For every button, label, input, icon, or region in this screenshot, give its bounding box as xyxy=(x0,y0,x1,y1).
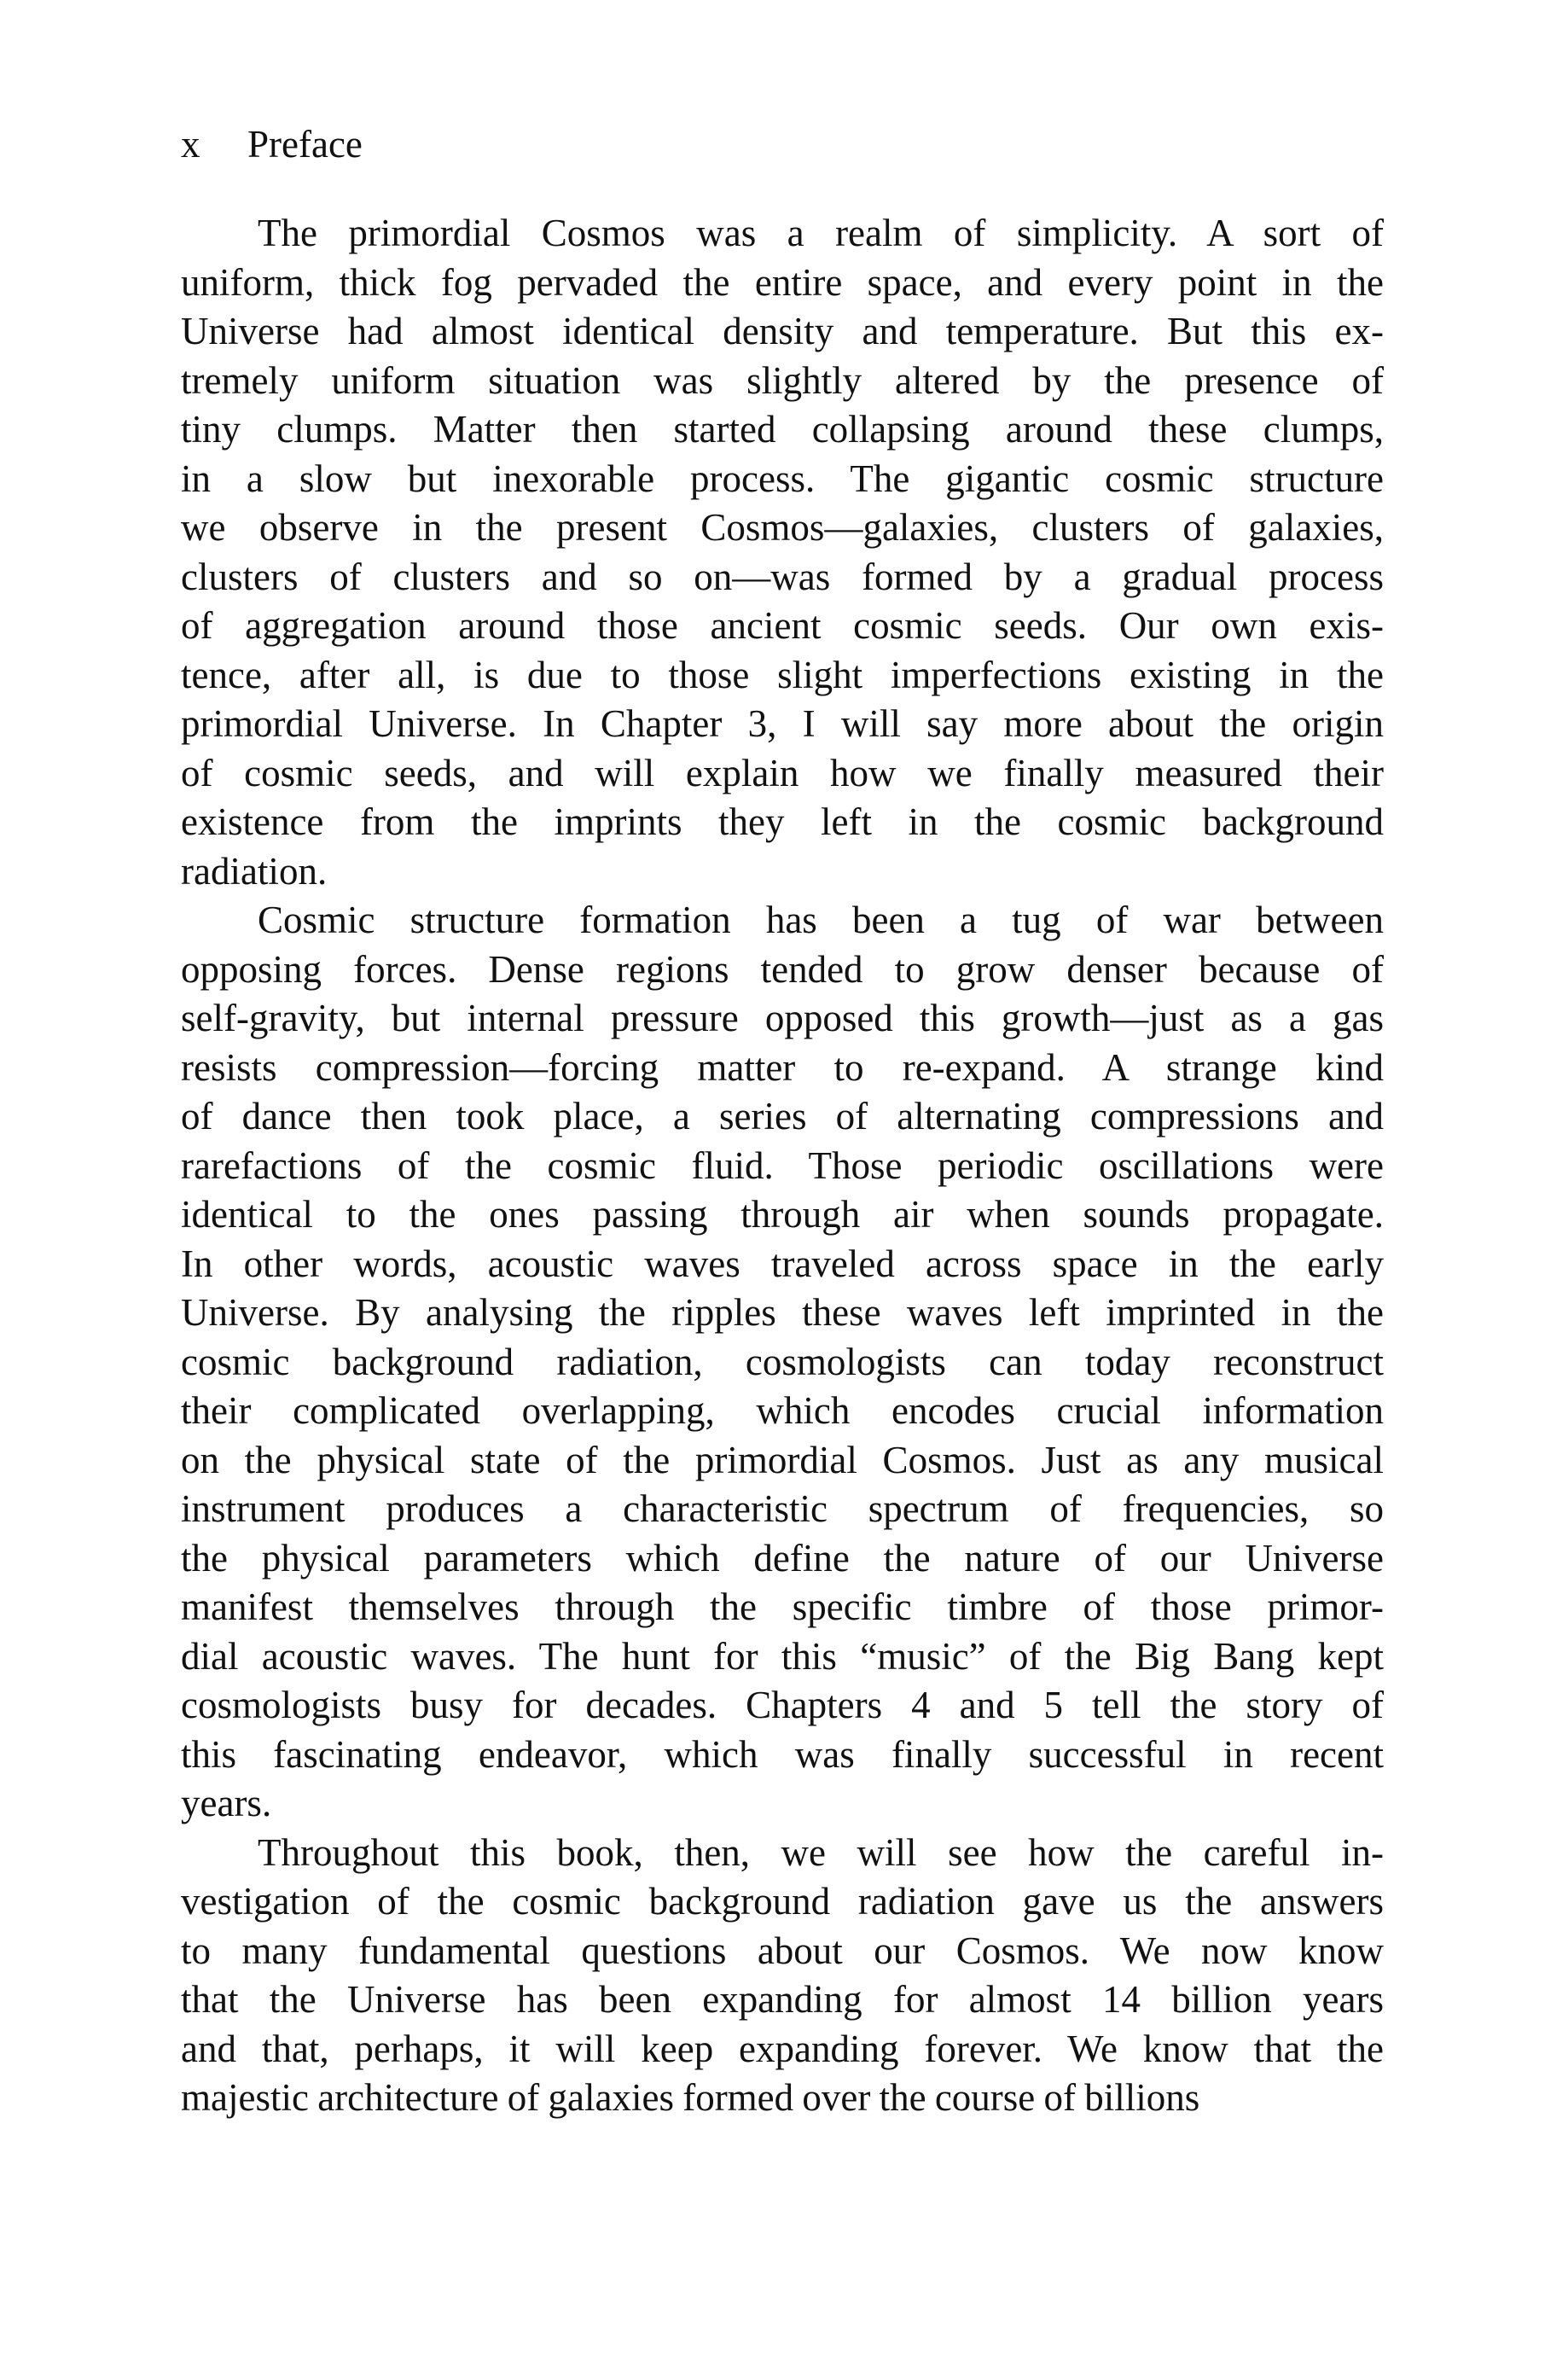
text-line: opposing forces. Dense regions tended to grow denser because of xyxy=(181,947,1384,991)
page-number: x xyxy=(181,123,200,166)
text-line: Universe. By analysing the ripples these waves left imprinted in the xyxy=(181,1291,1384,1334)
text-line: in a slow but inexorable process. The gigantic cosmic structure xyxy=(181,457,1384,500)
text-line: to many fundamental questions about our Cosmos. We now know xyxy=(181,1929,1384,1972)
text-line: vestigation of the cosmic background radiation gave us the answers xyxy=(181,1880,1384,1923)
text-line: dial acoustic waves. The hunt for this “music” of the Big Bang kept xyxy=(181,1634,1384,1678)
running-head xyxy=(181,119,363,169)
text-line: existence from the imprints they left in the cosmic background xyxy=(181,800,1384,843)
text-line: this fascinating endeavor, which was finally successful in recent xyxy=(181,1732,1384,1776)
paragraph xyxy=(181,1829,1384,2123)
text-line: majestic architecture of galaxies formed over the course of billions xyxy=(181,2076,1200,2119)
text-line: manifest themselves through the specific timbre of those primor- xyxy=(181,1585,1384,1628)
text-line: Throughout this book, then, we will see how the careful in- xyxy=(258,1830,1384,1874)
text-line: identical to the ones passing through air when sounds propagate. xyxy=(181,1193,1384,1236)
body-text xyxy=(181,209,1384,2123)
text-line: instrument produces a characteristic spectrum of frequencies, so xyxy=(181,1487,1384,1530)
text-line: self-gravity, but internal pressure opposed this growth—just as a gas xyxy=(181,997,1384,1039)
text-line: primordial Universe. In Chapter 3, I will say more about the origin xyxy=(181,702,1384,745)
text-line: tremely uniform situation was slightly altered by the presence of xyxy=(181,358,1384,402)
text-line: the physical parameters which define the nature of our Universe xyxy=(181,1536,1384,1580)
text-line: of aggregation around those ancient cosmic seeds. Our own exis- xyxy=(181,604,1384,647)
text-line: Cosmic structure formation has been a tug of war between xyxy=(258,899,1384,941)
paragraph xyxy=(181,209,1384,896)
text-line: rarefactions of the cosmic fluid. Those periodic oscillations were xyxy=(181,1143,1384,1187)
text-line: of cosmic seeds, and will explain how we finally measured their xyxy=(181,751,1384,794)
text-line: resists compression—forcing matter to re-expand. A strange kind xyxy=(181,1045,1384,1089)
text-line: on the physical state of the primordial Cosmos. Just as any musical xyxy=(181,1438,1384,1481)
text-line: cosmic background radiation, cosmologists can today reconstruct xyxy=(181,1340,1384,1383)
text-line: tence, after all, is due to those slight imperfections existing in the xyxy=(181,653,1384,696)
text-line: that the Universe has been expanding for almost 14 billion years xyxy=(181,1978,1384,2021)
running-head-title: Preface xyxy=(247,123,363,166)
text-line: cosmologists busy for decades. Chapters 4 and 5 tell the story of xyxy=(181,1684,1384,1726)
text-line: uniform, thick fog pervaded the entire space, and every point in the xyxy=(181,260,1384,304)
text-line: clusters of clusters and so on—was formed by a gradual process xyxy=(181,555,1384,598)
text-line: and that, perhaps, it will keep expanding forever. We know that the xyxy=(181,2027,1384,2070)
text-line: radiation. xyxy=(181,849,328,893)
text-line: of dance then took place, a series of alternating compressions and xyxy=(181,1095,1384,1137)
paragraph xyxy=(181,896,1384,1829)
text-line: The primordial Cosmos was a realm of simplicity. A sort of xyxy=(258,212,1384,254)
text-line: Universe had almost identical density and temperature. But this ex- xyxy=(181,310,1384,352)
text-line: their complicated overlapping, which encodes crucial information xyxy=(181,1389,1384,1432)
text-line: tiny clumps. Matter then started collapsing around these clumps, xyxy=(181,408,1384,451)
text-line: we observe in the present Cosmos—galaxies, clusters of galaxies, xyxy=(181,506,1384,549)
text-line: In other words, acoustic waves traveled across space in the early xyxy=(181,1242,1384,1285)
text-line: years. xyxy=(181,1782,272,1824)
